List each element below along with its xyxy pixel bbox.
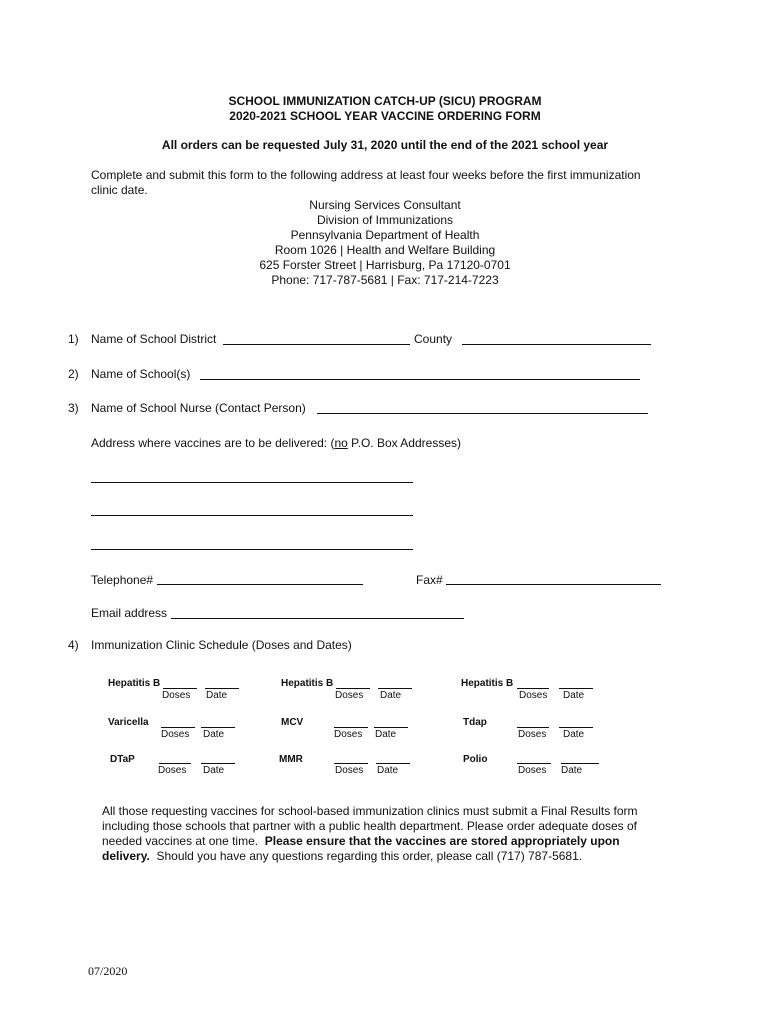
vaccine-label: Polio <box>463 754 488 765</box>
q4-number: 4) <box>68 638 79 652</box>
doses-field[interactable] <box>517 763 551 764</box>
school-name-field[interactable] <box>200 379 640 380</box>
doses-label: Doses <box>518 765 547 776</box>
date-label: Date <box>377 765 399 776</box>
telephone-label: Telephone# <box>91 573 154 587</box>
order-window-note: All orders can be requested July 31, 2020 until the end of the 2021 school year <box>161 138 609 152</box>
vaccine-label: Varicella <box>108 717 149 728</box>
school-nurse-field[interactable] <box>317 413 648 414</box>
school-nurse-label: Name of School Nurse (Contact Person) <box>91 401 306 415</box>
doses-label: Doses <box>519 690 548 701</box>
delivery-address-line-3[interactable] <box>91 549 413 550</box>
date-field[interactable] <box>201 727 235 728</box>
doses-field[interactable] <box>517 688 549 689</box>
form-title: SCHOOL IMMUNIZATION CATCH-UP (SICU) PROGRAM <box>228 94 542 108</box>
date-label: Date <box>561 765 583 776</box>
county-field[interactable] <box>462 344 651 345</box>
address-line-2: Division of Immunizations <box>316 213 454 227</box>
doses-field[interactable] <box>334 727 368 728</box>
date-field[interactable] <box>205 688 239 689</box>
doses-field[interactable] <box>334 763 368 764</box>
doses-label: Doses <box>335 690 364 701</box>
doses-label: Doses <box>158 765 187 776</box>
address-line-4: Room 1026 | Health and Welfare Building <box>274 243 496 257</box>
vaccine-label: Tdap <box>463 717 487 728</box>
doses-label: Doses <box>162 690 191 701</box>
date-label: Date <box>206 690 228 701</box>
doses-field[interactable] <box>159 763 191 764</box>
address-line-6: Phone: 717-787-5681 | Fax: 717-214-7223 <box>271 273 499 287</box>
vaccine-label: DTaP <box>110 754 135 765</box>
q3-number: 3) <box>68 401 79 415</box>
date-field[interactable] <box>559 688 593 689</box>
delivery-address-line-1[interactable] <box>91 482 413 483</box>
closing-paragraph: All those requesting vaccines for school-based immunization clinics must submit a Final Results form including those schools that partner with a public health department. Please order adequate doses of needed vaccines at one time. Please ensure that the vaccines are stored appropriately upon delivery. Should you have any questions regarding this order, please call (717) 787-5681. <box>102 804 638 863</box>
vaccine-label: MCV <box>281 717 304 728</box>
date-field[interactable] <box>201 763 235 764</box>
school-name-label: Name of School(s) <box>91 367 191 381</box>
address-line-1: Nursing Services Consultant <box>309 198 461 212</box>
doses-label: Doses <box>334 729 363 740</box>
date-field[interactable] <box>561 763 599 764</box>
date-field[interactable] <box>378 688 412 689</box>
address-line-3: Pennsylvania Department of Health <box>290 228 480 242</box>
date-field[interactable] <box>559 727 593 728</box>
delivery-address-line-2[interactable] <box>91 515 413 516</box>
date-label: Date <box>203 729 225 740</box>
vaccine-label: Hepatitis B <box>461 678 514 689</box>
email-label: Email address <box>91 606 168 620</box>
vaccine-label: Hepatitis B <box>108 678 161 689</box>
date-label: Date <box>563 690 585 701</box>
date-field[interactable] <box>376 763 410 764</box>
date-label: Date <box>380 690 402 701</box>
date-label: Date <box>563 729 585 740</box>
school-district-label: Name of School District <box>91 332 217 346</box>
doses-label: Doses <box>335 765 364 776</box>
date-field[interactable] <box>374 727 408 728</box>
intro-text: Complete and submit this form to the following address at least four weeks before the first immunization clinic date. <box>91 168 641 197</box>
fax-field[interactable] <box>446 584 661 585</box>
clinic-schedule-label: Immunization Clinic Schedule (Doses and Dates) <box>91 638 352 652</box>
date-label: Date <box>203 765 225 776</box>
doses-field[interactable] <box>161 727 195 728</box>
doses-field[interactable] <box>336 688 370 689</box>
date-label: Date <box>375 729 397 740</box>
doses-label: Doses <box>161 729 190 740</box>
fax-label: Fax# <box>416 573 443 587</box>
doses-field[interactable] <box>163 688 197 689</box>
vaccine-label: Hepatitis B <box>281 678 334 689</box>
vaccine-label: MMR <box>279 754 303 765</box>
q1-number: 1) <box>68 332 79 346</box>
county-label: County <box>414 332 453 346</box>
telephone-field[interactable] <box>157 584 363 585</box>
doses-label: Doses <box>518 729 547 740</box>
form-subtitle: 2020-2021 SCHOOL YEAR VACCINE ORDERING FORM <box>229 109 541 123</box>
school-district-field[interactable] <box>223 344 410 345</box>
revision-date: 07/2020 <box>88 964 128 978</box>
q2-number: 2) <box>68 367 79 381</box>
doses-field[interactable] <box>517 727 549 728</box>
address-line-5: 625 Forster Street | Harrisburg, Pa 17120-0701 <box>259 258 511 272</box>
delivery-address-label: Address where vaccines are to be delivered: (no P.O. Box Addresses) <box>91 436 461 450</box>
email-field[interactable] <box>171 618 464 619</box>
